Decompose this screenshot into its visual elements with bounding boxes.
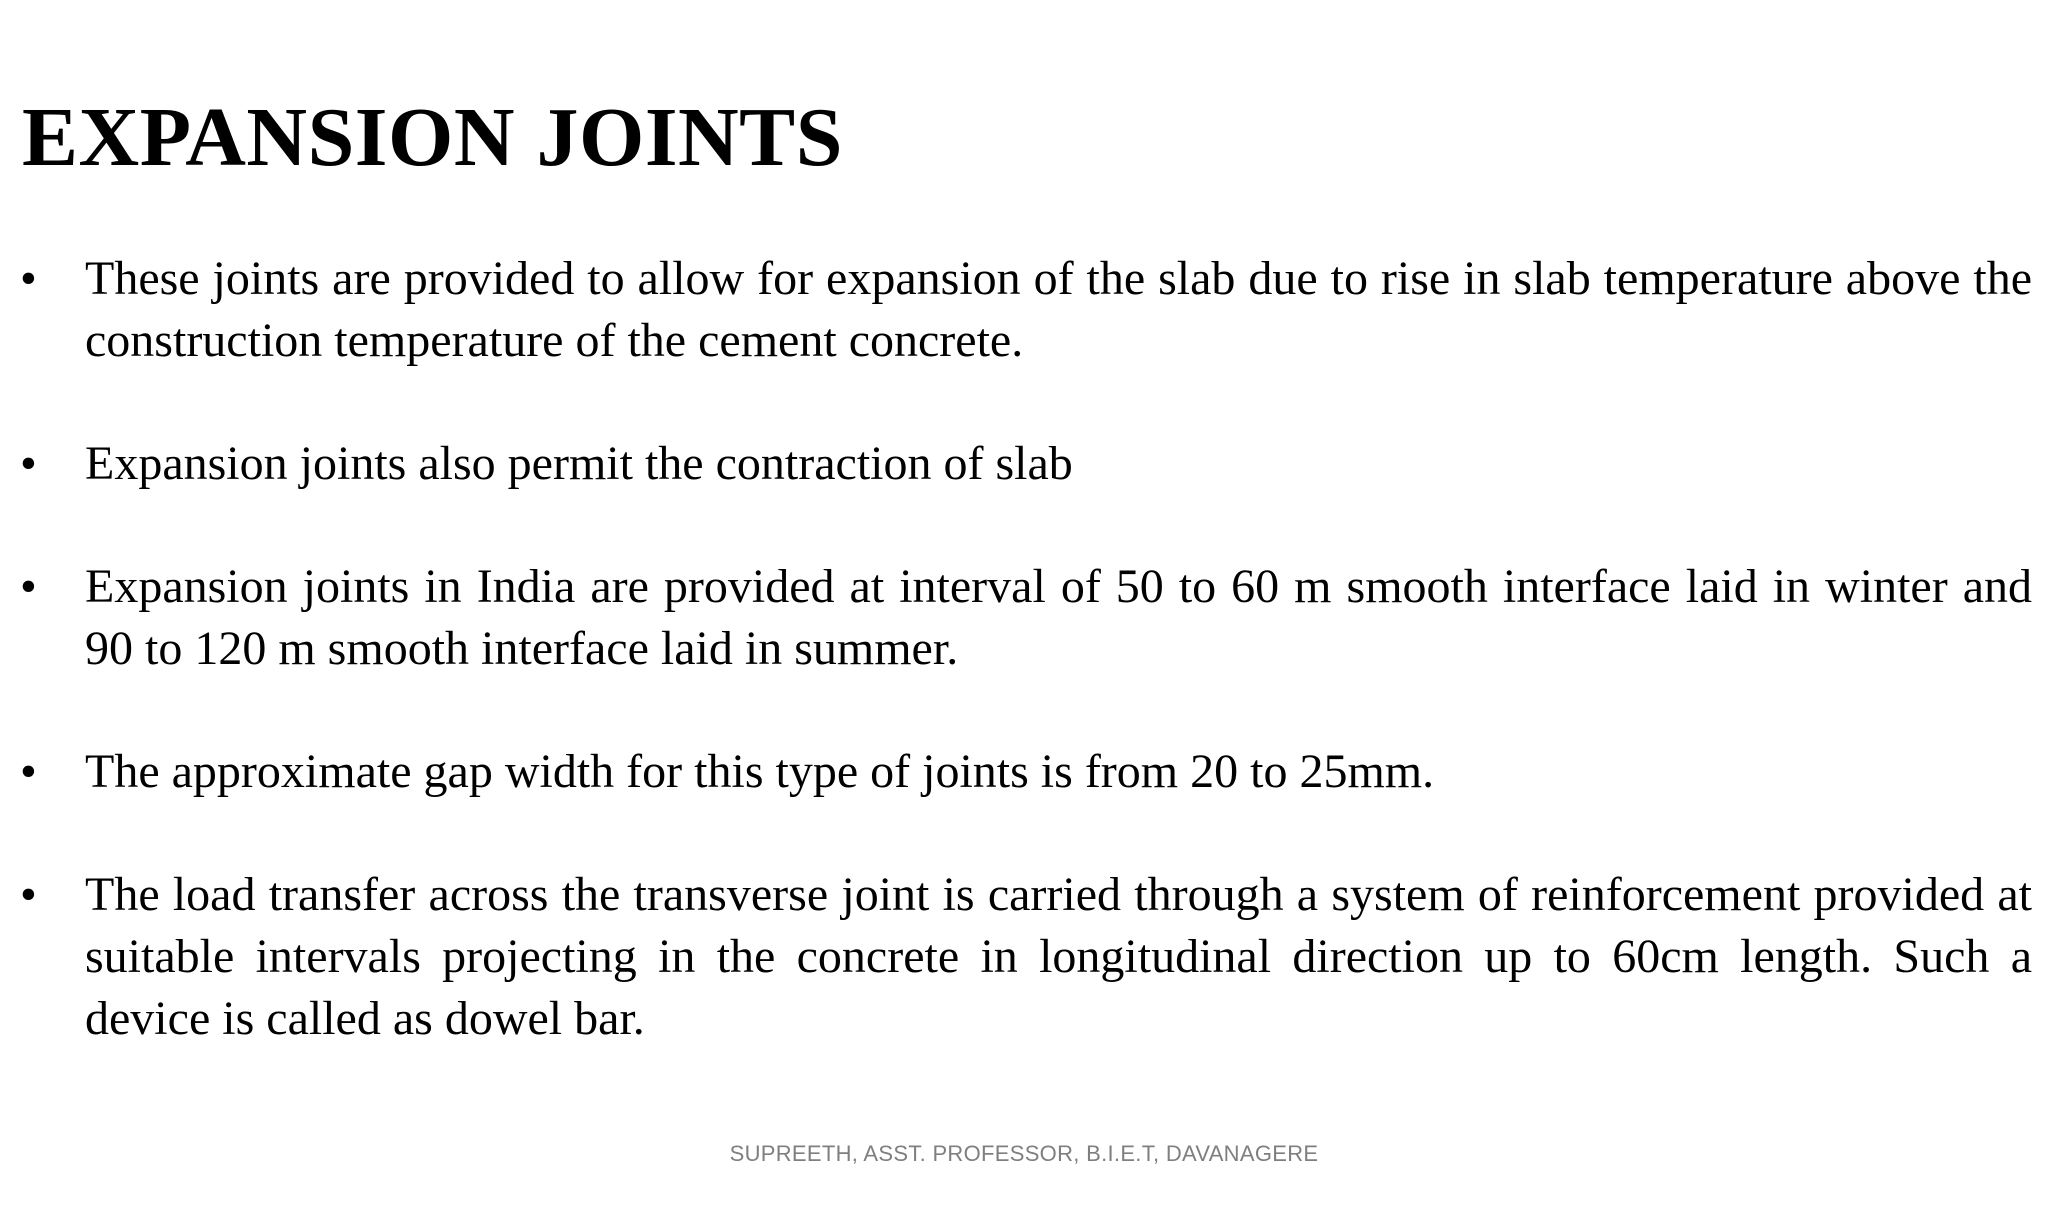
bullet-item <box>20 741 2032 803</box>
bullet-icon: • <box>20 745 37 798</box>
bullet-item <box>20 556 2032 680</box>
bullet-text: Expansion joints in India are provided at interval of 50 to 60 m smooth interface laid in winter and 90 to 120 m smooth interface laid in summer. <box>85 560 2032 675</box>
bullet-icon: • <box>20 252 37 305</box>
bullet-text: The load transfer across the transverse joint is carried through a system of reinforcement provided at suitable intervals projecting in the concrete in longitudinal direction up to 60cm length. Such a device is called as dowel bar. <box>85 868 2032 1045</box>
bullet-icon: • <box>20 868 37 921</box>
slide-title: EXPANSION JOINTS <box>22 91 843 184</box>
bullet-item <box>20 433 2032 495</box>
slide-footer: SUPREETH, ASST. PROFESSOR, B.I.E.T, DAVANAGERE <box>729 1141 1319 1166</box>
bullet-icon: • <box>20 560 37 613</box>
bullet-text: The approximate gap width for this type of joints is from 20 to 25mm. <box>85 745 1435 798</box>
bullet-item <box>20 864 2032 1050</box>
bullet-text: Expansion joints also permit the contraction of slab <box>85 437 1073 490</box>
bullet-item <box>20 248 2032 372</box>
bullet-icon: • <box>20 437 37 490</box>
bullet-list <box>20 248 2032 1111</box>
bullet-text: These joints are provided to allow for expansion of the slab due to rise in slab temperature above the construction temperature of the cement concrete. <box>85 252 2032 367</box>
